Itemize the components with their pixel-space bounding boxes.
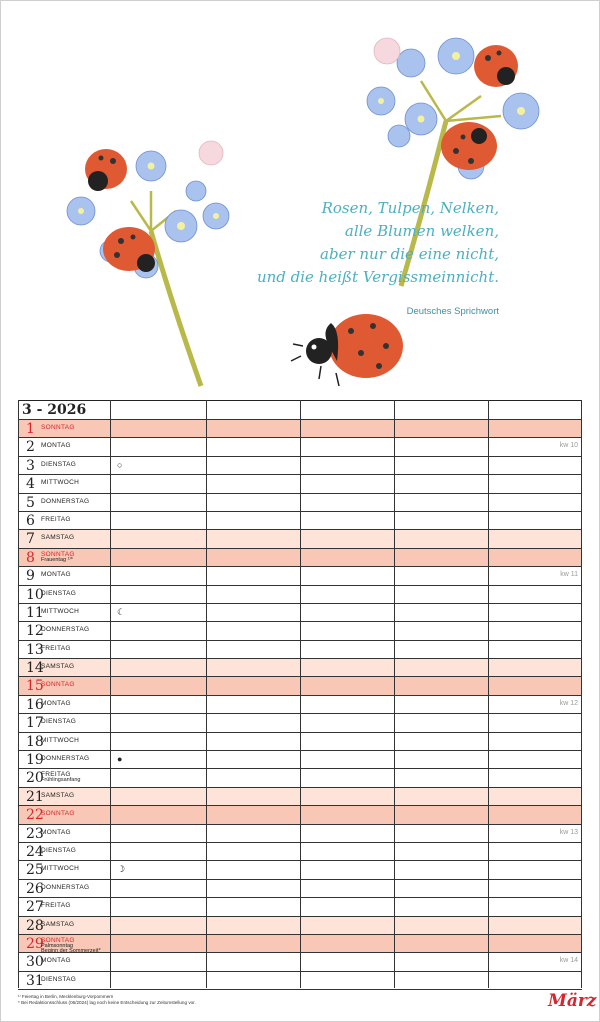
weekday-label: SONNTAG [41,424,75,431]
day-row[interactable] [18,475,582,493]
day-row[interactable] [18,917,582,935]
day-number: 16 [26,696,44,713]
weekday-label: SONNTAG [41,810,75,818]
day-row[interactable] [18,494,582,512]
quote-line: alle Blumen welken, [344,222,499,240]
weekday-label: SAMSTAG [41,791,75,799]
day-number: 23 [26,825,44,842]
moon-phase-icon: ○ [117,459,123,470]
day-number: 30 [26,954,44,971]
weekday-label: SAMSTAG [41,663,75,671]
footnote: * Bei Redaktionsschluss (06/2024) lag noch keine Entscheidung zur Zeitumstellung vor. [18,1000,196,1005]
weekday-label: MONTAG [41,571,71,579]
weekday-label: FREITAG [41,644,71,652]
day-row[interactable] [18,953,582,971]
quote-source: Deutsches Sprichwort [406,306,499,317]
day-number: 17 [26,715,44,732]
day-row[interactable] [18,935,582,953]
day-number: 27 [26,899,44,916]
weekday-label: DIENSTAG [41,718,77,726]
day-row[interactable] [18,733,582,751]
day-number: 7 [26,531,35,548]
weekday-label: DONNERSTAG [41,883,90,891]
day-number: 13 [26,641,44,658]
quote-line: Rosen, Tulpen, Nelken, [321,199,499,217]
day-number: 19 [26,752,44,769]
weekday-label: DONNERSTAG [41,755,90,763]
weekday-label: DONNERSTAG [41,626,90,634]
week-number: kw 13 [559,828,578,836]
calendar-grid [18,400,582,990]
day-number: 22 [26,807,44,824]
day-number: 4 [26,476,35,493]
weekday-label: SAMSTAG [41,920,75,928]
day-number: 5 [26,494,35,511]
weekday-label: FREITAG [41,902,71,910]
day-row[interactable] [18,420,582,438]
day-row[interactable] [18,659,582,677]
weekday-label: MITTWOCH [41,607,80,615]
day-number: 21 [26,788,44,805]
day-row[interactable] [18,843,582,861]
month-label: März [548,991,597,1011]
week-number: kw 11 [560,571,578,579]
day-row[interactable] [18,788,582,806]
day-number: 15 [26,678,44,695]
weekday-label: DIENSTAG [41,460,77,468]
moon-phase-icon: ● [117,754,123,765]
day-row[interactable] [18,641,582,659]
day-number: 12 [26,623,44,640]
day-number: 31 [26,972,44,989]
weekday-label: DONNERSTAG [41,497,90,505]
weekday-label: SONNTAG [41,681,75,689]
day-row[interactable] [18,677,582,695]
day-number: 29 [26,935,44,952]
day-number: 18 [26,733,44,750]
day-row[interactable] [18,530,582,548]
weekday-label: SAMSTAG [41,534,75,542]
moon-phase-icon: ☾ [117,606,126,617]
week-number: kw 14 [559,957,578,965]
day-row[interactable] [18,586,582,604]
day-number: 8 [26,549,35,566]
weekday-label: SONNTAG [41,936,75,944]
weekday-label: MONTAG [41,828,71,836]
footnotes [18,994,196,1006]
weekday-label: FREITAG [41,515,71,523]
footnote: ¹⁾ Feiertag in Berlin, Mecklenburg-Vorpommern [18,994,114,999]
weekday-label: DIENSTAG [41,589,77,597]
day-number: 6 [26,512,35,529]
holiday-label: Frühlingsanfang [41,777,81,784]
day-number: 1 [26,421,35,437]
day-row[interactable] [18,880,582,898]
day-row[interactable] [18,751,582,769]
day-number: 26 [26,880,44,897]
weekday-label: MONTAG [41,442,71,450]
day-row[interactable] [18,567,582,585]
weekday-label: SONNTAG [41,550,75,558]
quote-line: und die heißt Vergissmeinnicht. [256,268,499,286]
weekday-label: MITTWOCH [41,479,80,487]
weekday-label: FREITAG [41,771,71,779]
day-number: 10 [26,586,44,603]
day-row[interactable] [18,512,582,530]
weekday-label: MITTWOCH [41,736,80,744]
day-number: 14 [26,660,44,677]
holiday-label: Frauentag ¹⁾* [41,556,73,563]
holiday-label: Palmsonntag Beginn der Sommerzeit* [41,942,101,954]
day-row[interactable] [18,714,582,732]
day-row[interactable] [18,457,582,475]
weekday-label: MONTAG [41,957,71,965]
day-row[interactable] [18,769,582,787]
day-row[interactable] [18,825,582,843]
day-row[interactable] [18,696,582,714]
calendar-header-row [18,400,582,420]
week-number: kw 12 [559,699,578,707]
day-row[interactable] [18,438,582,456]
quote-text [229,197,499,289]
weekday-label: DIENSTAG [41,975,77,983]
weekday-label: DIENSTAG [41,846,77,854]
day-number: 3 [26,457,35,474]
day-row[interactable] [18,604,582,622]
day-row[interactable] [18,972,582,990]
day-row[interactable] [18,898,582,916]
quote-line: aber nur die eine nicht, [320,245,499,263]
day-number: 9 [26,568,35,585]
weekday-label: MITTWOCH [41,865,80,873]
day-row[interactable] [18,861,582,879]
day-number: 20 [26,770,44,787]
day-row[interactable] [18,806,582,824]
day-row[interactable] [18,622,582,640]
day-row[interactable] [18,549,582,567]
day-number: 11 [26,604,44,621]
moon-phase-icon: ☽ [117,864,126,875]
day-number: 24 [26,843,44,860]
month-year-title: 3 - 2026 [22,402,87,418]
day-number: 2 [26,439,35,456]
day-number: 25 [26,862,44,879]
day-number: 28 [26,917,44,934]
weekday-label: MONTAG [41,699,71,707]
week-number: kw 10 [559,442,578,450]
